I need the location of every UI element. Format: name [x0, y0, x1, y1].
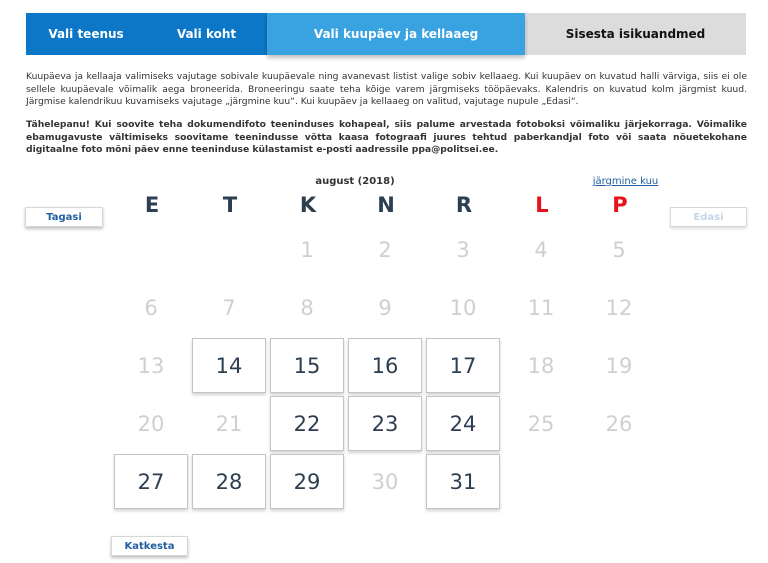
calendar-day-available[interactable]: 15 — [270, 338, 344, 393]
calendar-day-unavailable: 30 — [371, 469, 399, 494]
calendar-day-available[interactable]: 16 — [348, 338, 422, 393]
calendar-day-unavailable: 25 — [527, 411, 555, 436]
tab-vali-koht[interactable]: Vali koht — [146, 13, 267, 55]
weekday-header: P — [612, 193, 628, 217]
calendar-day-available[interactable]: 22 — [270, 396, 344, 451]
instructions-text: Kuupäeva ja kellaaja valimiseks vajutage sobivale kuupäevale ning avanevast listist valige sobiv kellaaeg. Kui kuupäev on kuvatud halli värviga, siis ei ole sellele kuupäevale võimalik aega broneerida. Broneeringu saate teha kõige varem järgmiseks tööpäevaks. Kalendris on kuvatud kolm järgmist kuud. Järgmise kalendrikuu kuvamiseks vajutage „järgmine kuu“. Kui kuupäev ja kellaaeg on valitud, vajutage nupule „Edasi“. — [26, 71, 747, 107]
weekday-header: R — [455, 193, 473, 217]
next-button[interactable]: Edasi — [670, 207, 747, 227]
calendar-day-unavailable: 8 — [300, 295, 314, 320]
weekday-header: N — [377, 193, 395, 217]
calendar-day-unavailable: 26 — [605, 411, 633, 436]
calendar-day-unavailable: 4 — [534, 237, 548, 262]
weekday-header: K — [299, 193, 317, 217]
step-tabs — [26, 13, 746, 55]
calendar-day-available[interactable]: 28 — [192, 454, 266, 509]
weekday-header: T — [222, 193, 238, 217]
calendar-day-unavailable: 6 — [144, 295, 158, 320]
calendar-day-unavailable: 11 — [527, 295, 555, 320]
calendar-day-unavailable: 18 — [527, 353, 555, 378]
calendar-day-available[interactable]: 31 — [426, 454, 500, 509]
weekday-header: L — [535, 193, 549, 217]
calendar-day-unavailable: 20 — [137, 411, 165, 436]
calendar-day-available[interactable]: 29 — [270, 454, 344, 509]
tab-vali-teenus[interactable]: Vali teenus — [26, 13, 146, 55]
calendar-day-available[interactable]: 27 — [114, 454, 188, 509]
calendar-day-unavailable: 13 — [137, 353, 165, 378]
calendar-day-unavailable: 12 — [605, 295, 633, 320]
calendar-day-unavailable: 10 — [449, 295, 477, 320]
calendar-month-label: august (2018) — [315, 176, 395, 187]
tab-sisesta-isikuandmed: Sisesta isikuandmed — [525, 13, 746, 55]
calendar-day-available[interactable]: 17 — [426, 338, 500, 393]
calendar-day-unavailable: 21 — [215, 411, 243, 436]
calendar-day-available[interactable]: 23 — [348, 396, 422, 451]
notice-text: Tähelepanu! Kui soovite teha dokumendifoto teeninduses kohapeal, siis palume arvestada fotoboksi võimaliku järjekorraga. Võimalike ebamugavuste vältimiseks soovitame teenindusse võtta kaasa fotograafi juures tehtud paberkandjal foto või saata nõuetekohane digitaalne foto mõni päev enne teeninduse külastamist e-posti aadressile ppa@politsei.ee. — [26, 119, 747, 155]
next-month-link[interactable]: järgmine kuu — [592, 176, 659, 187]
calendar-day-unavailable: 2 — [378, 237, 392, 262]
back-button[interactable]: Tagasi — [25, 207, 103, 227]
calendar-day-unavailable: 9 — [378, 295, 392, 320]
calendar-day-available[interactable]: 24 — [426, 396, 500, 451]
weekday-header: E — [144, 193, 160, 217]
calendar-day-available[interactable]: 14 — [192, 338, 266, 393]
calendar-day-unavailable: 1 — [300, 237, 314, 262]
cancel-button[interactable]: Katkesta — [111, 536, 188, 556]
calendar-day-unavailable: 7 — [222, 295, 236, 320]
tab-vali-kuupaev-ja-kellaaeg[interactable]: Vali kuupäev ja kellaaeg — [267, 13, 525, 55]
calendar-day-unavailable: 19 — [605, 353, 633, 378]
calendar-day-unavailable: 3 — [456, 237, 470, 262]
calendar-day-unavailable: 5 — [612, 237, 626, 262]
